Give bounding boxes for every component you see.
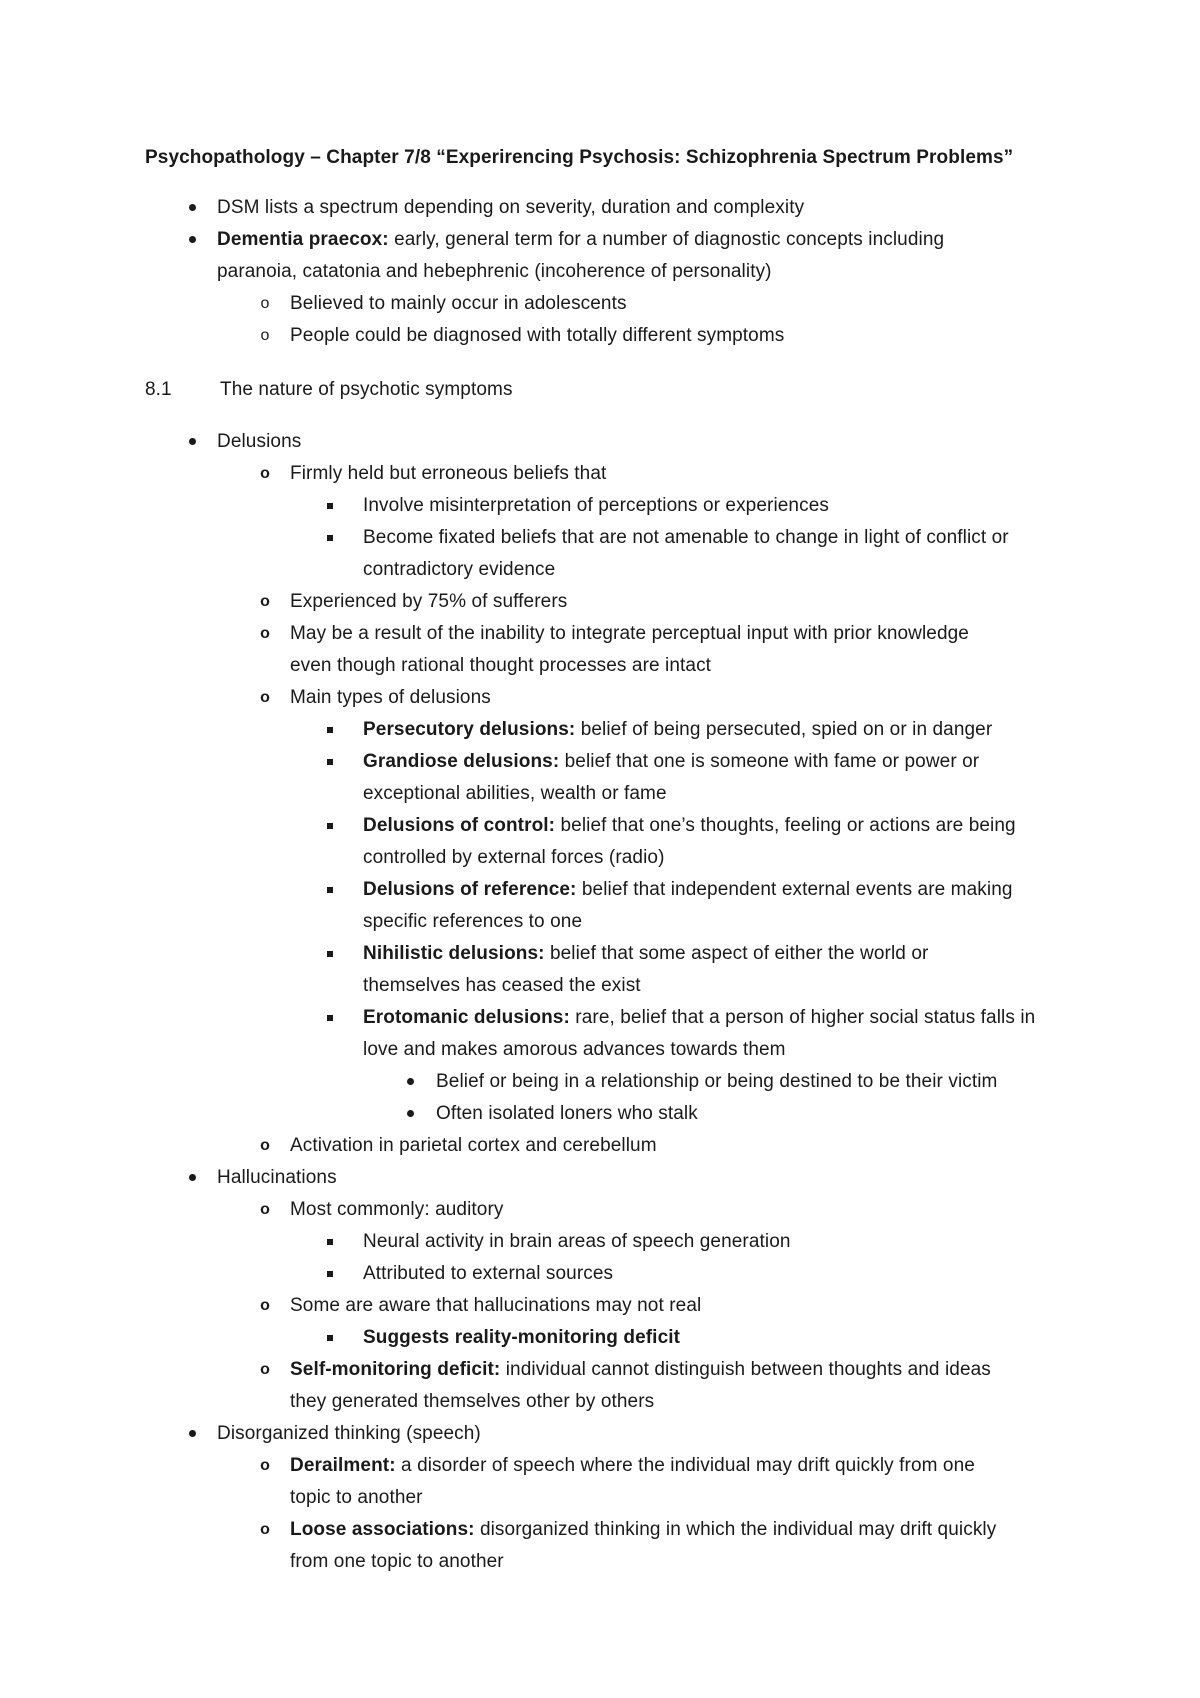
definition: a disorder of speech where the individual may drift quickly from one: [395, 1455, 975, 1476]
circle-bullet-icon: o: [260, 593, 270, 610]
level4-list-item: Belief or being in a relationship or being destined to be their victim: [436, 1071, 998, 1092]
sub-list-item: Main types of delusions: [290, 687, 491, 708]
definition: disorganized thinking in which the individual may drift quickly: [474, 1519, 997, 1540]
circle-bullet-icon: o: [260, 689, 270, 706]
term: Delusions of control:: [363, 815, 556, 836]
section-number: 8.1: [145, 379, 172, 400]
term: Loose associations:: [290, 1519, 475, 1540]
level4-list-item: Often isolated loners who stalk: [436, 1103, 698, 1124]
sub-sub-list-item: [363, 750, 979, 774]
sub-list-item: Most commonly: auditory: [290, 1199, 504, 1220]
square-bullet-icon: [320, 814, 340, 829]
sub-list-item: [290, 1454, 975, 1478]
circle-bullet-icon: o: [260, 1201, 270, 1218]
square-bullet-icon: [320, 750, 340, 765]
circle-bullet-icon: o: [260, 1361, 270, 1378]
list-item-continuation: paranoia, catatonia and hebephrenic (incoherence of personality): [217, 261, 772, 282]
bullet-icon: [182, 196, 202, 211]
definition: early, general term for a number of diagnostic concepts including: [388, 229, 945, 250]
sub-sub-list-item-continuation: contradictory evidence: [363, 559, 556, 580]
sub-list-item: People could be diagnosed with totally different symptoms: [290, 325, 785, 346]
sub-list-item: Some are aware that hallucinations may not real: [290, 1295, 702, 1316]
circle-bullet-icon: o: [260, 1137, 270, 1154]
square-bullet-icon: [320, 878, 340, 893]
bullet-icon: [182, 1166, 202, 1181]
list-item: DSM lists a spectrum depending on severity, duration and complexity: [217, 197, 805, 218]
sub-list-item-continuation: topic to another: [290, 1487, 423, 1508]
term: Grandiose delusions:: [363, 751, 560, 772]
definition: individual cannot distinguish between thoughts and ideas: [500, 1359, 991, 1380]
term: Derailment:: [290, 1455, 396, 1476]
square-bullet-icon: [320, 718, 340, 733]
sub-sub-list-item: [363, 942, 928, 966]
page-title: Psychopathology – Chapter 7/8 “Experirencing Psychosis: Schizophrenia Spectrum Problems”: [145, 147, 1014, 168]
sub-list-item: Activation in parietal cortex and cerebellum: [290, 1135, 657, 1156]
sub-list-item: Experienced by 75% of sufferers: [290, 591, 568, 612]
section-title: The nature of psychotic symptoms: [220, 379, 513, 400]
bullet-icon: [182, 430, 202, 445]
circle-bullet-icon: o: [260, 327, 270, 344]
list-item-disorganized: Disorganized thinking (speech): [217, 1423, 481, 1444]
term: Nihilistic delusions:: [363, 943, 545, 964]
bullet-icon: [182, 1422, 202, 1437]
sub-sub-list-item: Neural activity in brain areas of speech generation: [363, 1231, 791, 1252]
sub-list-item-continuation: even though rational thought processes are intact: [290, 655, 712, 676]
definition: belief that one is someone with fame or power or: [559, 751, 980, 772]
sub-list-item: [290, 1358, 991, 1382]
term: Erotomanic delusions:: [363, 1007, 570, 1028]
list-item-hallucinations: Hallucinations: [217, 1167, 337, 1188]
sub-sub-list-item-continuation: love and makes amorous advances towards them: [363, 1039, 786, 1060]
square-bullet-icon: [320, 942, 340, 957]
bullet-icon: [182, 228, 202, 243]
term: Dementia praecox:: [217, 229, 389, 250]
sub-sub-list-item: [363, 1006, 1035, 1030]
definition: belief that one’s thoughts, feeling or actions are being: [555, 815, 1016, 836]
sub-list-item-continuation: from one topic to another: [290, 1551, 504, 1572]
definition: rare, belief that a person of higher social status falls in: [569, 1007, 1036, 1028]
sub-list-item: Firmly held but erroneous beliefs that: [290, 463, 607, 484]
sub-sub-list-item-continuation: specific references to one: [363, 911, 583, 932]
circle-bullet-icon: o: [260, 1297, 270, 1314]
circle-bullet-icon: o: [260, 1457, 270, 1474]
sub-sub-list-item: [363, 814, 1016, 838]
square-bullet-icon: [320, 494, 340, 509]
square-bullet-icon: [320, 1262, 340, 1277]
sub-list-item-continuation: they generated themselves other by others: [290, 1391, 655, 1412]
definition: belief of being persecuted, spied on or in danger: [575, 719, 993, 740]
bullet-icon: [400, 1070, 420, 1085]
square-bullet-icon: [320, 1230, 340, 1245]
bullet-icon: [400, 1102, 420, 1117]
square-bullet-icon: [320, 1006, 340, 1021]
sub-sub-list-item: Suggests reality-monitoring deficit: [363, 1327, 681, 1348]
list-item: [217, 228, 944, 252]
term: Delusions of reference:: [363, 879, 577, 900]
sub-list-item: May be a result of the inability to integrate perceptual input with prior knowledge: [290, 623, 969, 644]
sub-sub-list-item-continuation: exceptional abilities, wealth or fame: [363, 783, 667, 804]
sub-sub-list-item: Become fixated beliefs that are not amenable to change in light of conflict or: [363, 527, 1009, 548]
circle-bullet-icon: o: [260, 1521, 270, 1538]
square-bullet-icon: [320, 526, 340, 541]
square-bullet-icon: [320, 1326, 340, 1341]
definition: belief that independent external events are making: [576, 879, 1013, 900]
list-item-delusions: Delusions: [217, 431, 302, 452]
sub-sub-list-item-continuation: controlled by external forces (radio): [363, 847, 665, 868]
sub-list-item: Believed to mainly occur in adolescents: [290, 293, 627, 314]
sub-sub-list-item-continuation: themselves has ceased the exist: [363, 975, 641, 996]
circle-bullet-icon: o: [260, 465, 270, 482]
circle-bullet-icon: o: [260, 625, 270, 642]
sub-sub-list-item: [363, 718, 992, 742]
definition: belief that some aspect of either the world or: [544, 943, 929, 964]
sub-list-item: [290, 1518, 996, 1542]
term: Self-monitoring deficit:: [290, 1359, 501, 1380]
term: Persecutory delusions:: [363, 719, 576, 740]
sub-sub-list-item: Involve misinterpretation of perceptions or experiences: [363, 495, 829, 516]
sub-sub-list-item: [363, 878, 1013, 902]
circle-bullet-icon: o: [260, 295, 270, 312]
sub-sub-list-item: Attributed to external sources: [363, 1263, 614, 1284]
